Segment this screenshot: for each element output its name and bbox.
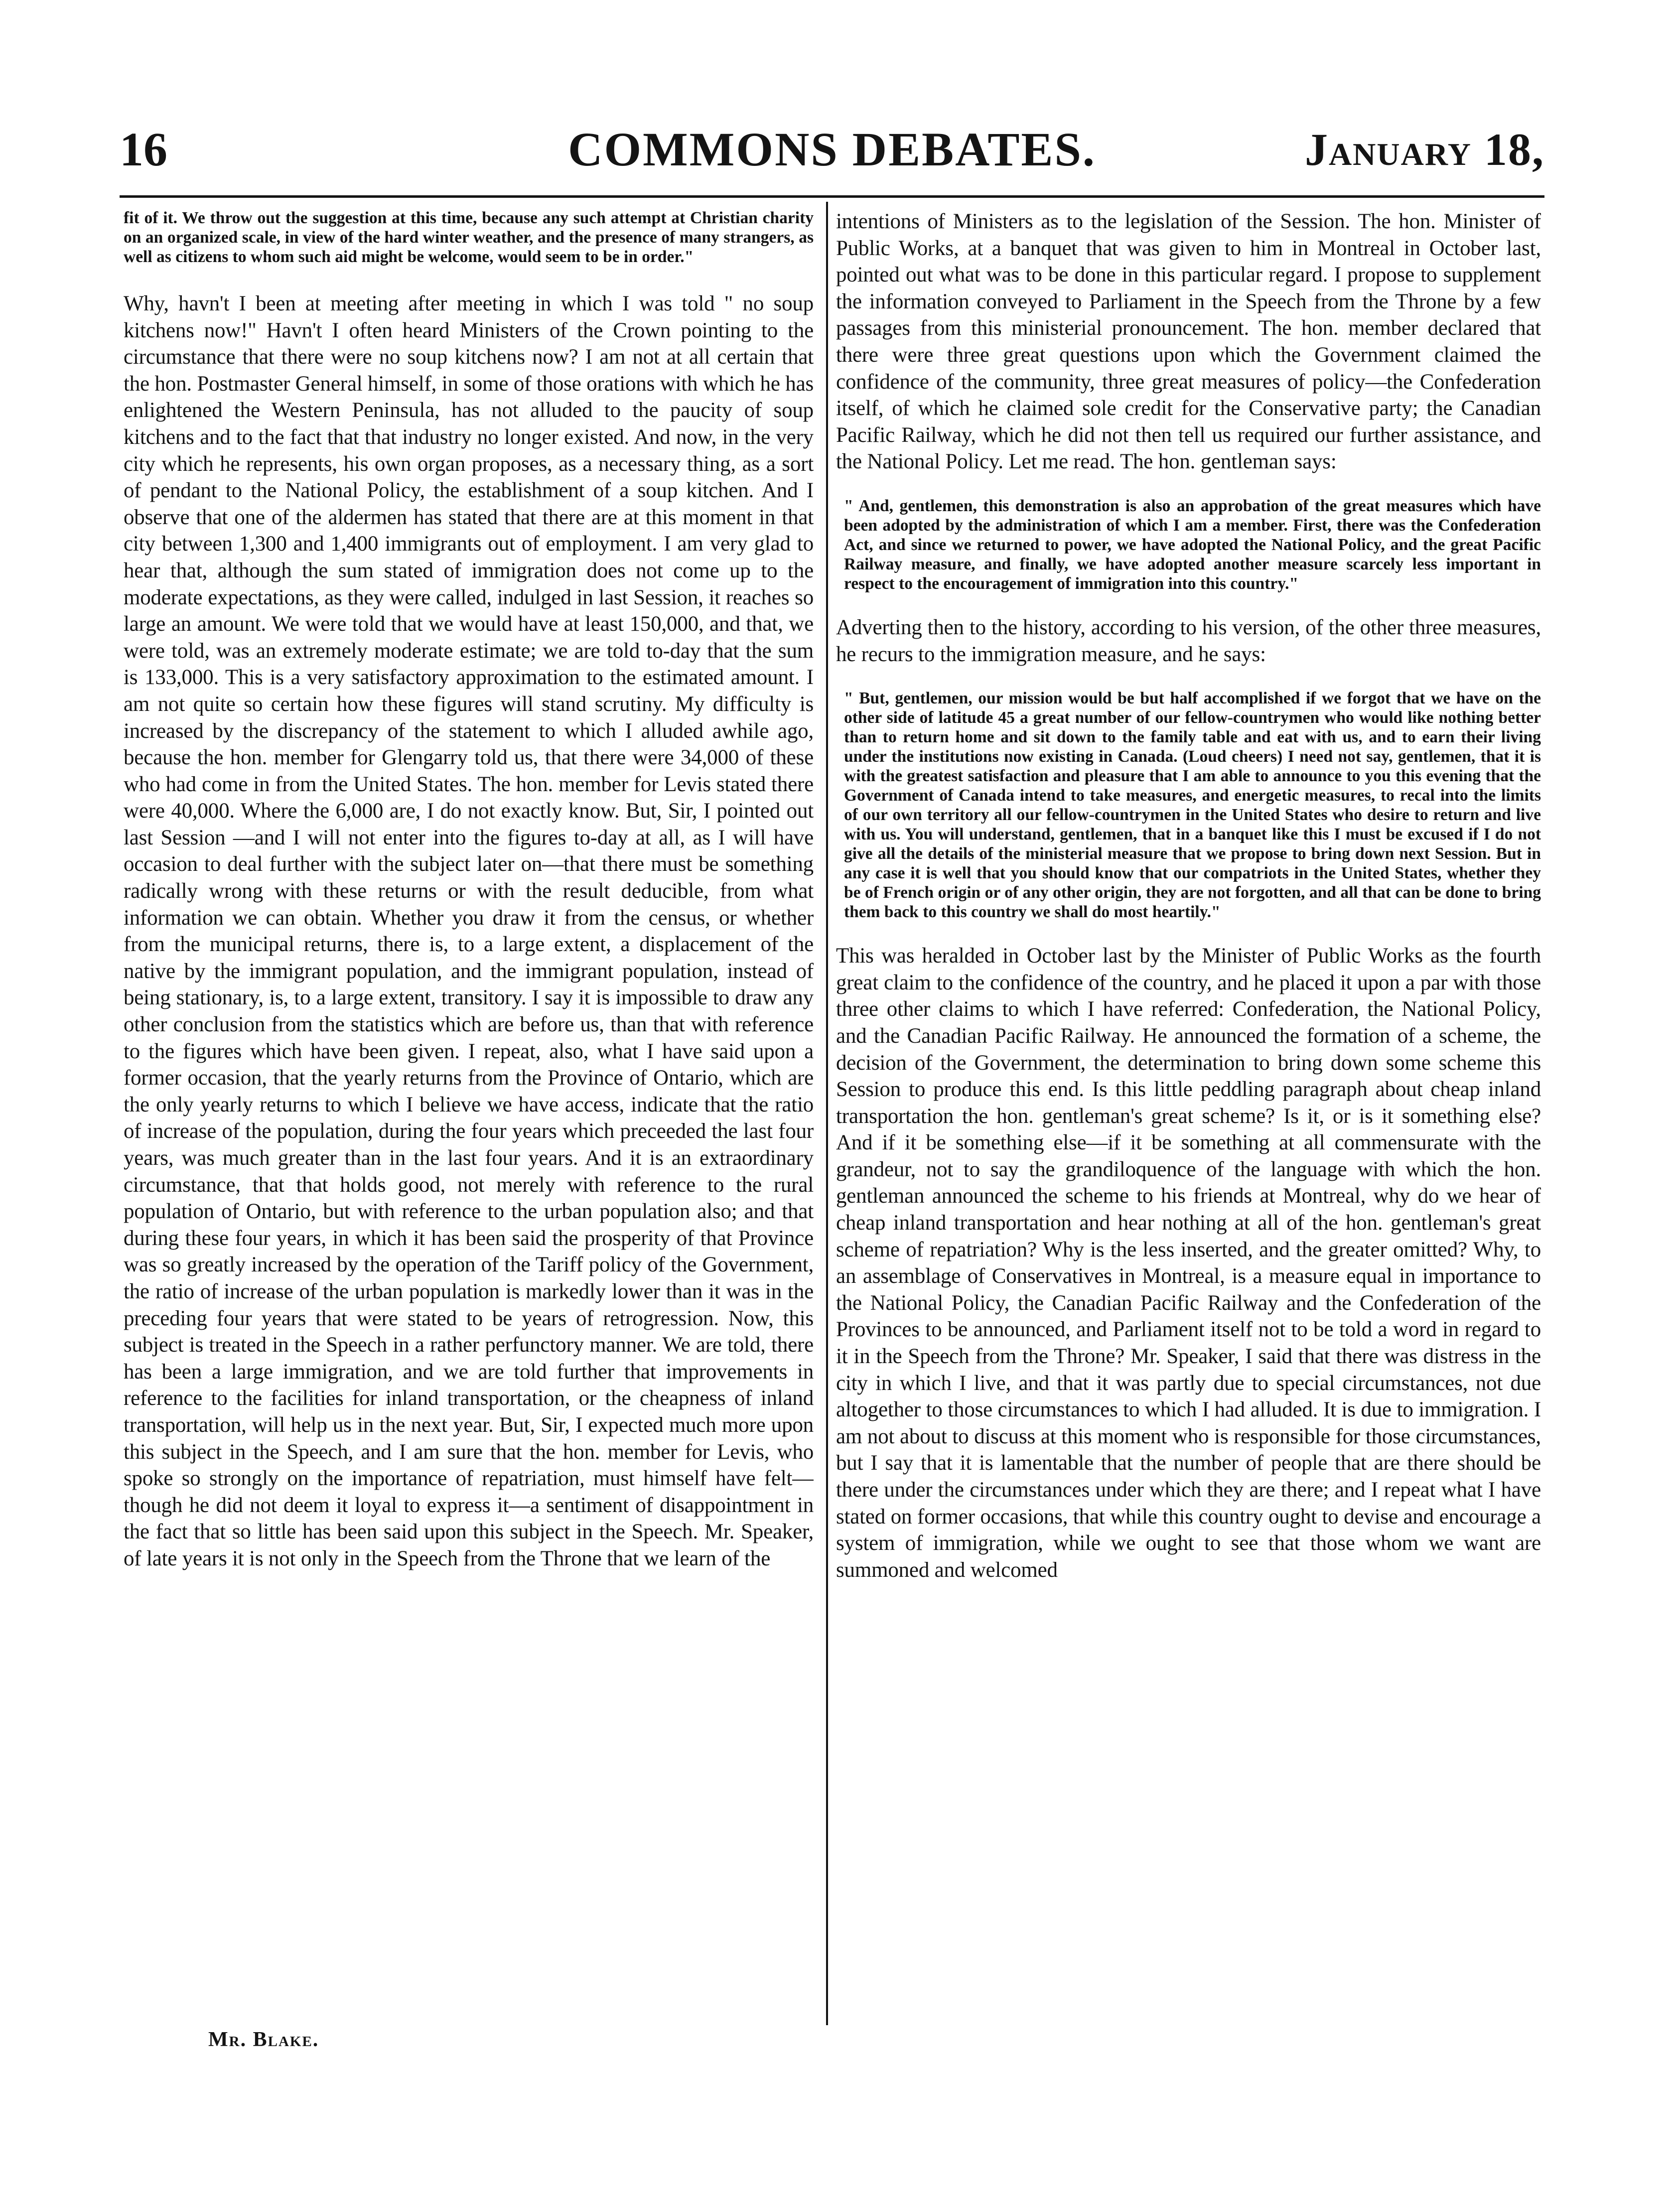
quote-banquet-2: " But, gentlemen, our mission would be but half accomplished if we forgot that we have on the other side of latitude 45 a great number of our fellow-countrymen who would like nothing better than to return home and sit down to the family table and eat with us, and to earn their living under the institutions now existing in Canada. (Loud cheers) I need not say, gentlemen, that it is with the greatest satisfaction and pleasure that I am able to announce to you this evening that the Government of Canada intend to take measures, and energetic measures, to recal into the limits of our own territory all our fellow-countrymen in the United States who desire to return and live with us. You will understand, gentlemen, that in a banquet like this I must be excused if I do not give all the details of the ministerial measure that we propose to bring down next Session. But in any case it is well that you should know that our compatriots in the United States, whether they be of French origin or of any other origin, they are not forgotten, and all that can be done to bring them back to this country we shall do most heartily.": [844, 689, 1541, 922]
page-header: [120, 115, 1544, 184]
page-title: COMMONS DEBATES.: [568, 123, 1096, 176]
header-date: January 18,: [1304, 124, 1544, 175]
left-body-paragraph: Why, havn't I been at meeting after meeting in which I was told " no soup kitchens now!" Havn't I often heard Ministers of the Crown pointing to the circumstance that there were no soup kitchens now? I am not at all certain that the hon. Postmaster General himself, in some of those orations with which he has enlightened the Western Peninsula, has not alluded to the paucity of soup kitchens and to the fact that that industry no longer existed. And now, in the very city which he represents, his own organ proposes, as a necessary thing, as a sort of pendant to the National Policy, the establishment of a soup kitchen. And I observe that one of the aldermen has stated that there are at this moment in that city between 1,300 and 1,400 immigrants out of employment. I am very glad to hear that, although the sum stated of immigration does not come up to the moderate expectations, as they were called, indulged in last Session, it reaches so large an amount. We were told that we would have at least 150,000, and that, we were told, was an extremely moderate estimate; we are told to-day that the sum is 133,000. This is a very satisfactory approximation to the estimated amount. I am not quite so certain how these figures will stand scrutiny. My difficulty is increased by the discrepancy of the statement to which I alluded awhile ago, because the hon. member for Glengarry told us, that there were 34,000 of these who had come in from the United States. The hon. member for Levis stated there were 40,000. Where the 6,000 are, I do not exactly know. But, Sir, I pointed out last Session —and I will not enter into the figures to-day at all, as I will have occasion to deal further with the subject later on—that there must be something radically wrong with these returns or with the result deducible, from what information we can obtain. Whether you draw it from the census, or whether from the municipal returns, there is, to a large extent, a displacement of the native by the immigrant population, and the immigrant population, instead of being stationary, is, to a large extent, transitory. I say it is impossible to draw any other conclusion from the statistics which are before us, than that with reference to the figures which have been given. I repeat, also, what I have said upon a former occasion, that the yearly returns from the Province of Ontario, which are the only yearly returns to which I believe we have access, indicate that the ratio of increase of the population, during the four years which preceeded the last four years, was much greater than in the last four years. And it is an extraordinary circumstance, that that holds good, not merely with reference to the rural population of Ontario, but with reference to the urban population also; and that during these four years, in which it has been said the prosperity of that Province was so greatly increased by the operation of the Tariff policy of the Government, the ratio of increase of the urban population is markedly lower than it was in the preceding four years that were stated to be years of retrogression. Now, this subject is treated in the Speech in a rather perfunctory manner. We are told, there has been a large immigration, and we are told further that improvements in reference to the facilities for inland transportation, or the cheapness of inland transportation, will help us in the next year. But, Sir, I expected much more upon this subject in the Speech, and I am sure that the hon. member for Levis, who spoke so strongly on the importance of repatriation, must himself have felt—though he did not deem it loyal to express it—a sentiment of disappointment in the fact that so little has been said upon this subject in the Speech. Mr. Speaker, of late years it is not only in the Speech from the Throne that we learn of the: [124, 292, 814, 1570]
right-column: [836, 208, 1541, 2027]
page-number: 16: [120, 123, 167, 176]
quote-banquet-1: " And, gentlemen, this demonstration is also an approbation of the great measures which have been adopted by the administration of which I am a member. First, there was the Confederation Act, and since we returned to power, we have adopted the National Policy, and the great Pacific Railway measure, and finally, we have adopted another measure scarcely less important in respect to the encouragement of immigration into this country.": [844, 496, 1541, 593]
left-column: [124, 208, 814, 2027]
header-rule: [120, 195, 1544, 198]
right-paragraph-2: Adverting then to the history, according to his version, of the other three measures, he recurs to the immigration measure, and he says:: [836, 615, 1541, 666]
right-paragraph-1: intentions of Ministers as to the legislation of the Session. The hon. Minister of Public Works, at a banquet that was given to him in Montreal in October last, pointed out what was to be done in this particular regard. I propose to supplement the information conveyed to Parliament in the Speech from the Throne by a few passages from this ministerial pronouncement. The hon. member declared that there were three great questions upon which the Government claimed the confidence of the community, three great measures of policy—the Confederation itself, of which he claimed sole credit for the Conservative party; the Canadian Pacific Railway, which he did not then tell us required our further assistance, and the National Policy. Let me read. The hon. gentleman says:: [836, 210, 1541, 474]
spacer: [836, 593, 1541, 614]
spacer: [836, 475, 1541, 496]
spacer: [836, 922, 1541, 943]
spacer: [836, 668, 1541, 689]
right-paragraph-3: This was heralded in October last by the Minister of Public Works as the fourth great claim to the confidence of the country, and he placed it upon a par with those three other claims to which I have referred: Confederation, the National Policy, and the Canadian Pacific Railway. He announced the formation of a scheme, the decision of the Government, the determination to bring down some scheme this Session to produce this end. Is this little peddling paragraph about cheap inland transportation the hon. gentleman's great scheme? Is it, or is it something else? And if it be something else—if it be something at all commensurate with the grandeur, not to say the grandiloquence of the language with which the hon. gentleman announced the scheme to his friends at Montreal, why do we hear of cheap inland transportation and hear nothing at all of the hon. gentleman's great scheme of repatriation? Why is the less inserted, and the greater omitted? Why, to an assemblage of Conservatives in Montreal, is a measure equal in importance to the National Policy, the Canadian Pacific Railway and the Confederation of the Provinces to be announced, and Parliament itself not to be told a word in regard to it in the Speech from the Throne? Mr. Speaker, I said that there was distress in the city in which I live, and that it was partly due to special circumstances, not due altogether to those circumstances to which I had alluded. It is due to immigration. I am not about to discuss at this moment who is responsible for those circumstances, but I say that it is lamentable that the number of people that are there should be there under the circumstances under which they are there; and I repeat what I have stated on former occasions, that while this country ought to devise and encourage a system of immigration, while we ought to see that those whom we want are summoned and welcomed: [836, 944, 1541, 1582]
column-divider: [826, 202, 828, 2025]
speaker-footer: Mr. Blake.: [208, 2028, 319, 2051]
spacer: [124, 267, 814, 290]
quote-continuation: fit of it. We throw out the suggestion at this time, because any such attempt at Christian charity on an organized scale, in view of the hard winter weather, and the presence of many strangers, as well as citizens to whom such aid might be welcome, would seem to be in order.": [124, 209, 814, 266]
